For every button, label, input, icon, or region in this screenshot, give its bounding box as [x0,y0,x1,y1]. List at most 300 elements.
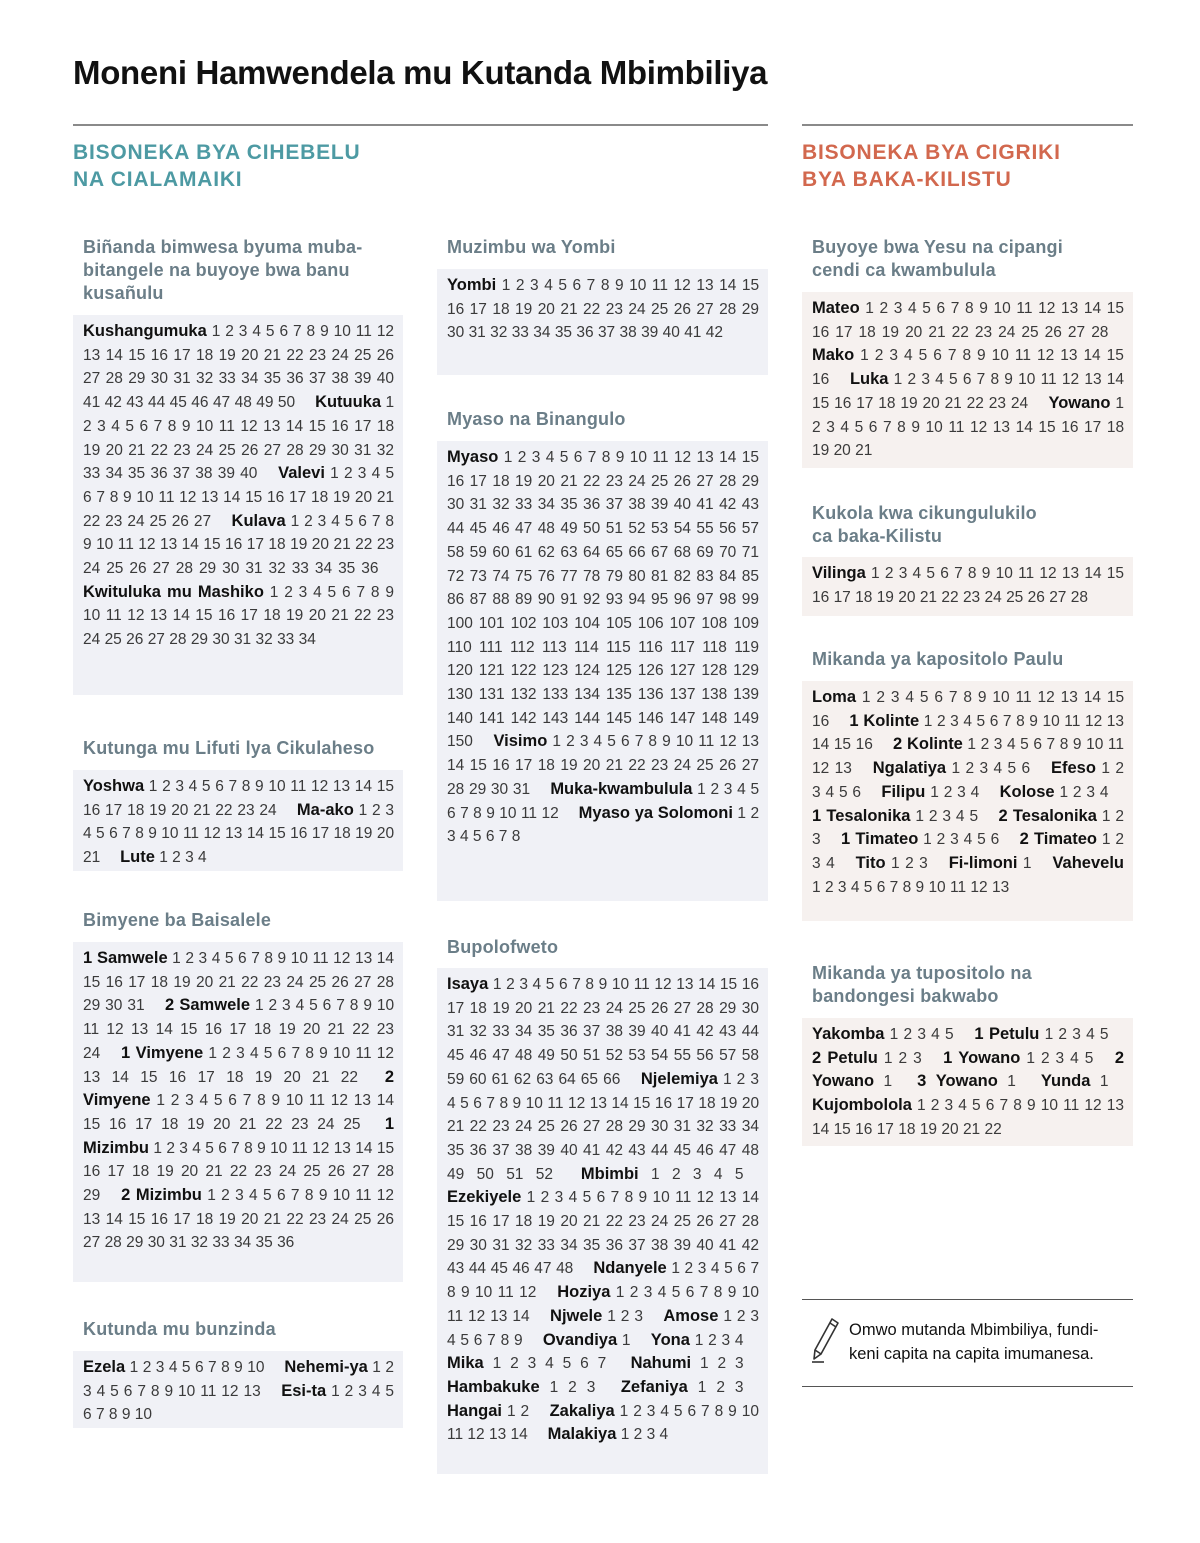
chapter-number[interactable]: 18 [333,825,351,843]
chapter-number[interactable]: 3 [721,1331,731,1349]
chapter-number[interactable]: 40 [662,324,680,342]
chapter-number[interactable]: 6 [277,1044,287,1062]
chapter-number[interactable]: 3 [531,449,541,466]
chapter-number[interactable]: 53 [651,520,669,538]
chapter-number[interactable]: 18 [492,300,510,318]
chapter-number[interactable]: 13 [1060,347,1078,365]
chapter-number[interactable]: 16 [1061,418,1079,436]
chapter-number[interactable]: 17 [469,472,487,490]
chapter-number[interactable]: 43 [447,1260,465,1278]
chapter-number[interactable]: 32 [376,441,394,459]
chapter-number[interactable]: 39 [217,465,235,483]
chapter-number[interactable]: 28 [741,1213,759,1231]
chapter-number[interactable]: 129 [733,662,760,680]
chapter-number[interactable]: 23 [308,1210,327,1228]
chapter-number[interactable]: 24 [286,973,304,991]
chapter-number[interactable]: 88 [492,591,510,609]
chapter-number[interactable]: 40 [560,1141,578,1159]
chapter-number[interactable]: 35 [263,370,281,388]
chapter-number[interactable]: 17 [246,536,264,554]
chapter-number[interactable]: 40 [240,465,258,483]
chapter-number[interactable]: 41 [719,1236,737,1254]
chapter-number[interactable]: 16 [654,1094,673,1112]
chapter-number[interactable]: 15 [833,736,852,754]
chapter-number[interactable]: 12 [221,1382,239,1400]
chapter-number[interactable]: 1 [722,1070,732,1088]
chapter-number[interactable]: 58 [447,543,465,561]
chapter-number[interactable]: 140 [447,709,473,727]
chapter-number[interactable]: 7 [122,825,131,843]
chapter-number[interactable]: 5 [750,780,760,798]
chapter-number[interactable]: 28 [447,780,465,798]
chapter-number[interactable]: 16 [83,801,101,819]
chapter-number[interactable]: 9 [164,1382,174,1400]
chapter-number[interactable]: 5 [327,583,337,601]
chapter-number[interactable]: 11 [497,1284,514,1302]
chapter-number[interactable]: 31 [673,1118,691,1136]
chapter-number[interactable]: 9 [271,1092,281,1110]
chapter-number[interactable]: 30 [147,1234,165,1252]
chapter-number[interactable]: 3 [913,1049,922,1067]
chapter-number[interactable]: 33 [537,1236,555,1254]
chapter-number[interactable]: 146 [637,709,664,727]
chapter-number[interactable]: 2 [1115,831,1124,849]
chapter-number[interactable]: 60 [469,1070,487,1088]
chapter-number[interactable]: 78 [583,567,601,585]
chapter-number[interactable]: 10 [332,1187,351,1205]
chapter-number[interactable]: 10 [741,1284,760,1302]
chapter-number[interactable]: 29 [468,780,487,798]
chapter-number[interactable]: 20 [560,1213,578,1231]
chapter-number[interactable]: 105 [605,614,632,632]
chapter-number[interactable]: 4 [96,1382,106,1400]
book-name[interactable]: Njwele [550,1306,603,1325]
chapter-number[interactable]: 114 [574,638,599,656]
chapter-number[interactable]: 21 [944,394,962,412]
chapter-number[interactable]: 35 [560,496,578,514]
chapter-number[interactable]: 69 [696,543,714,561]
chapter-number[interactable]: 13 [1106,1097,1125,1115]
chapter-number[interactable]: 102 [510,614,537,632]
chapter-number[interactable]: 14 [447,757,465,775]
chapter-number[interactable]: 9 [728,1402,737,1420]
chapter-number[interactable]: 5 [944,1026,954,1043]
chapter-number[interactable]: 26 [327,1163,346,1181]
book-name[interactable]: 1 Kolinte [849,711,920,730]
chapter-number[interactable]: 2 [905,854,914,872]
chapter-number[interactable]: 18 [698,1094,716,1112]
chapter-number[interactable]: 61 [515,543,533,561]
chapter-number[interactable]: 8 [648,733,658,751]
chapter-number[interactable]: 7 [947,347,957,365]
chapter-number[interactable]: 4 [211,950,221,967]
chapter-number[interactable]: 13 [83,1068,101,1086]
chapter-number[interactable]: 2 [716,1378,725,1396]
chapter-number[interactable]: 21 [83,849,101,867]
chapter-number[interactable]: 9 [598,976,608,993]
chapter-number[interactable]: 44 [651,1141,669,1159]
chapter-number[interactable]: 5 [582,1189,592,1207]
chapter-number[interactable]: 2 [566,733,575,751]
chapter-number[interactable]: 11 [948,418,965,436]
chapter-number[interactable]: 32 [696,1118,714,1136]
chapter-number[interactable]: 48 [515,1047,533,1065]
book-name[interactable]: 1 Yowano [943,1048,1021,1067]
chapter-number[interactable]: 48 [234,394,252,412]
chapter-number[interactable]: 13 [676,976,694,993]
chapter-number[interactable]: 6 [279,323,289,340]
chapter-number[interactable]: 124 [574,662,601,680]
chapter-number[interactable]: 9 [638,1189,648,1207]
chapter-number[interactable]: 1 [865,300,874,317]
chapter-number[interactable]: 12 [203,825,221,843]
chapter-number[interactable]: 107 [669,614,696,632]
chapter-number[interactable]: 4 [532,976,542,993]
chapter-number[interactable]: 96 [673,591,691,609]
chapter-number[interactable]: 3 [950,712,959,730]
chapter-number[interactable]: 17 [289,488,307,506]
chapter-number[interactable]: 8 [499,1094,509,1112]
chapter-number[interactable]: 24 [331,346,349,364]
chapter-number[interactable]: 2 [884,565,894,582]
chapter-number[interactable]: 23 [492,1118,510,1136]
chapter-number[interactable]: 14 [1015,418,1033,436]
chapter-number[interactable]: 8 [500,1331,510,1349]
chapter-number[interactable]: 148 [701,709,728,727]
chapter-number[interactable]: 20 [303,1021,321,1039]
book-name[interactable]: Kujombolola [812,1096,912,1115]
chapter-number[interactable]: 27 [83,1234,101,1252]
chapter-number[interactable]: 11 [355,1187,372,1205]
chapter-number[interactable]: 23 [376,536,395,554]
book-name[interactable]: 2 Samwele [165,996,251,1015]
chapter-number[interactable]: 32 [515,1236,533,1254]
chapter-number[interactable]: 20 [537,472,555,490]
chapter-number[interactable]: 6 [933,347,942,365]
chapter-number[interactable]: 26 [1044,323,1062,341]
chapter-number[interactable]: 16 [855,736,873,754]
chapter-number[interactable]: 32 [255,631,273,649]
chapter-number[interactable]: 1 [172,950,181,967]
chapter-number[interactable]: 7 [701,1402,710,1420]
chapter-number[interactable]: 21 [205,1163,223,1181]
chapter-number[interactable]: 89 [515,591,533,609]
chapter-number[interactable]: 38 [628,496,646,514]
chapter-number[interactable]: 7 [948,689,958,706]
chapter-number[interactable]: 27 [583,1118,601,1136]
chapter-number[interactable]: 42 [705,324,723,342]
chapter-number[interactable]: 42 [605,1141,623,1159]
chapter-number[interactable]: 34 [298,631,316,649]
chapter-number[interactable]: 7 [1002,712,1012,730]
chapter-number[interactable]: 9 [1029,712,1038,730]
chapter-number[interactable]: 8 [349,997,359,1015]
chapter-number[interactable]: 5 [460,1331,470,1349]
chapter-number[interactable]: 61 [491,1070,509,1088]
chapter-number[interactable]: 4 [1099,783,1109,801]
chapter-number[interactable]: 1 [549,1378,559,1396]
chapter-number[interactable]: 4 [737,780,746,798]
chapter-number[interactable]: 1 [208,1044,218,1062]
chapter-number[interactable]: 22 [605,1213,623,1231]
chapter-number[interactable]: 134 [574,686,601,704]
chapter-number[interactable]: 5 [559,449,569,466]
chapter-number[interactable]: 6 [687,1402,697,1420]
chapter-number[interactable]: 34 [314,560,333,578]
chapter-number[interactable]: 63 [536,1070,554,1088]
chapter-number[interactable]: 4 [199,1092,209,1110]
chapter-number[interactable]: 11 [1016,300,1033,317]
chapter-number[interactable]: 29 [741,472,759,490]
chapter-number[interactable]: 4 [188,778,198,795]
chapter-number[interactable]: 123 [542,662,569,680]
chapter-number[interactable]: 55 [673,1047,691,1065]
chapter-number[interactable]: 1 [619,1402,629,1420]
chapter-number[interactable]: 25 [1006,588,1024,606]
chapter-number[interactable]: 22 [984,1120,1002,1138]
chapter-number[interactable]: 2 [812,418,821,436]
chapter-number[interactable]: 9 [461,1284,470,1302]
chapter-number[interactable]: 15 [812,394,830,412]
chapter-number[interactable]: 9 [979,300,988,317]
chapter-number[interactable]: 3 [357,465,367,483]
chapter-number[interactable]: 4 [568,1189,578,1207]
chapter-number[interactable]: 28 [104,1234,122,1252]
chapter-number[interactable]: 29 [719,999,737,1017]
chapter-number[interactable]: 19 [876,588,894,606]
chapter-number[interactable]: 49 [447,1165,465,1183]
chapter-number[interactable]: 21 [239,1115,257,1133]
chapter-number[interactable]: 14 [376,950,394,967]
chapter-number[interactable]: 7 [137,1382,146,1400]
chapter-number[interactable]: 20 [308,607,326,625]
chapter-number[interactable]: 12 [138,536,156,554]
chapter-number[interactable]: 26 [651,999,669,1017]
chapter-number[interactable]: 74 [492,567,510,585]
chapter-number[interactable]: 9 [512,1094,522,1112]
chapter-number[interactable]: 3 [812,831,821,849]
chapter-number[interactable]: 7 [486,1094,495,1112]
chapter-number[interactable]: 1 [1026,1049,1035,1067]
chapter-number[interactable]: 10 [1042,712,1060,730]
chapter-number[interactable]: 33 [291,560,309,578]
chapter-number[interactable]: 5 [919,689,929,706]
chapter-number[interactable]: 13 [243,1382,261,1400]
chapter-number[interactable]: 12 [696,1189,714,1207]
chapter-number[interactable]: 14 [105,346,123,364]
chapter-number[interactable]: 1 [153,1139,162,1157]
chapter-number[interactable]: 6 [868,418,878,436]
book-name[interactable]: Mbimbi [580,1164,639,1183]
chapter-number[interactable]: 1 [148,778,158,795]
chapter-number[interactable]: 37 [172,465,191,483]
chapter-number[interactable]: 43 [126,394,144,412]
chapter-number[interactable]: 42 [741,1236,759,1254]
chapter-number[interactable]: 19 [537,1213,555,1231]
chapter-number[interactable]: 7 [976,371,986,389]
chapter-number[interactable]: 91 [560,591,578,609]
chapter-number[interactable]: 2 [568,1378,577,1396]
chapter-number[interactable]: 4 [826,854,835,872]
chapter-number[interactable]: 8 [963,689,973,706]
chapter-number[interactable]: 24 [259,801,277,819]
chapter-number[interactable]: 7 [572,976,581,993]
chapter-number[interactable]: 7 [587,449,597,466]
chapter-number[interactable]: 20 [941,1120,959,1138]
chapter-number[interactable]: 14 [355,1139,373,1157]
chapter-number[interactable]: 18 [537,757,555,775]
chapter-number[interactable]: 21 [560,472,578,490]
chapter-number[interactable]: 18 [127,801,145,819]
chapter-number[interactable]: 13 [741,733,759,751]
chapter-number[interactable]: 9 [148,825,157,843]
chapter-number[interactable]: 44 [741,1023,759,1041]
chapter-number[interactable]: 1 [967,736,977,754]
chapter-number[interactable]: 118 [702,638,727,656]
chapter-number[interactable]: 6 [342,583,351,601]
chapter-number[interactable]: 39 [628,1023,646,1041]
chapter-number[interactable]: 103 [542,614,569,632]
chapter-number[interactable]: 33 [492,1023,510,1041]
chapter-number[interactable]: 8 [902,878,912,896]
chapter-number[interactable]: 17 [311,825,330,843]
chapter-number[interactable]: 10 [1086,736,1104,754]
chapter-number[interactable]: 1 [269,583,279,601]
chapter-number[interactable]: 4 [904,347,913,365]
chapter-number[interactable]: 7 [292,323,302,340]
chapter-number[interactable]: 11 [1015,689,1032,706]
chapter-number[interactable]: 8 [150,1382,160,1400]
chapter-number[interactable]: 9 [513,1331,523,1349]
chapter-number[interactable]: 2 [824,878,834,896]
chapter-number[interactable]: 18 [131,1163,150,1181]
chapter-number[interactable]: 26 [673,300,691,318]
chapter-number[interactable]: 11 [312,950,329,967]
chapter-number[interactable]: 5 [734,1165,744,1183]
chapter-number[interactable]: 45 [469,520,487,538]
chapter-number[interactable]: 10 [741,1402,759,1420]
chapter-number[interactable]: 5 [1020,736,1029,754]
chapter-number[interactable]: 3 [750,1307,760,1325]
chapter-number[interactable]: 58 [741,1047,759,1065]
chapter-number[interactable]: 4 [905,689,915,706]
chapter-number[interactable]: 16 [492,757,510,775]
chapter-number[interactable]: 135 [605,686,632,704]
chapter-number[interactable]: 18 [226,1068,244,1086]
chapter-number[interactable]: 7 [95,1406,105,1424]
chapter-number[interactable]: 12 [673,277,691,294]
chapter-number[interactable]: 16 [812,712,830,730]
chapter-number[interactable]: 22 [469,1118,487,1136]
chapter-number[interactable]: 35 [554,324,573,342]
chapter-number[interactable]: 47 [515,520,533,538]
chapter-number[interactable]: 2 [517,449,527,466]
chapter-number[interactable]: 8 [624,1189,634,1207]
chapter-number[interactable]: 6 [876,878,886,896]
chapter-number[interactable]: 21 [327,1021,345,1039]
chapter-number[interactable]: 2 [385,1359,394,1376]
chapter-number[interactable]: 22 [265,1115,283,1133]
chapter-number[interactable]: 3 [519,976,528,993]
chapter-number[interactable]: 122 [510,662,537,680]
chapter-number[interactable]: 6 [573,449,583,466]
chapter-number[interactable]: 31 [469,496,487,514]
chapter-number[interactable]: 1 [650,1165,660,1183]
chapter-number[interactable]: 2 [170,1092,180,1110]
chapter-number[interactable]: 3 [358,1382,367,1400]
chapter-number[interactable]: 94 [628,591,646,609]
chapter-number[interactable]: 25 [303,1163,321,1181]
chapter-number[interactable]: 2 [1115,760,1124,778]
chapter-number[interactable]: 3 [185,849,194,867]
chapter-number[interactable]: 1 [330,465,339,483]
chapter-number[interactable]: 10 [995,565,1013,582]
chapter-number[interactable]: 34 [741,1118,759,1136]
chapter-number[interactable]: 40 [696,1236,714,1254]
book-name[interactable]: Isaya [447,975,489,993]
chapter-number[interactable]: 12 [970,878,988,896]
chapter-number[interactable]: 1 [254,997,264,1015]
book-name[interactable]: 1 Timateo [841,830,919,849]
chapter-number[interactable]: 4 [544,277,553,294]
chapter-number[interactable]: 10 [196,417,214,435]
book-name[interactable]: 2 Timateo [1019,830,1097,849]
chapter-number[interactable]: 17 [135,1115,153,1133]
chapter-number[interactable]: 15 [1106,347,1124,365]
chapter-number[interactable]: 19 [173,973,191,991]
chapter-number[interactable]: 3 [198,950,208,967]
chapter-number[interactable]: 4 [657,1284,667,1302]
chapter-number[interactable]: 19 [332,488,351,506]
chapter-number[interactable]: 1 [331,1382,340,1400]
chapter-number[interactable]: 4 [993,760,1003,778]
chapter-number[interactable]: 46 [512,1260,530,1278]
chapter-number[interactable]: 7 [153,417,163,435]
chapter-number[interactable]: 7 [96,488,105,506]
chapter-number[interactable]: 34 [105,465,123,483]
chapter-number[interactable]: 3 [750,1070,759,1088]
chapter-number[interactable]: 23 [605,300,623,318]
chapter-number[interactable]: 7 [750,1260,760,1278]
chapter-number[interactable]: 5 [969,807,979,825]
chapter-number[interactable]: 27 [147,631,165,649]
chapter-number[interactable]: 17 [173,1210,191,1228]
chapter-number[interactable]: 1 [893,371,903,389]
chapter-number[interactable]: 1 [697,1378,707,1396]
chapter-number[interactable]: 116 [638,638,663,656]
chapter-number[interactable]: 14 [719,449,737,466]
chapter-number[interactable]: 6 [194,1359,204,1376]
chapter-number[interactable]: 49 [560,520,578,538]
chapter-number[interactable]: 2 [520,1402,530,1420]
chapter-number[interactable]: 21 [919,588,938,606]
chapter-number[interactable]: 15 [719,976,738,993]
chapter-number[interactable]: 16 [469,1213,487,1231]
chapter-number[interactable]: 10 [285,1092,304,1110]
chapter-number[interactable]: 45 [447,1047,465,1065]
chapter-number[interactable]: 12 [468,1307,486,1325]
chapter-number[interactable]: 11 [1040,371,1057,389]
chapter-number[interactable]: 21 [560,300,578,318]
chapter-number[interactable]: 19 [83,441,101,459]
chapter-number[interactable]: 25 [696,757,714,775]
chapter-number[interactable]: 1 [211,323,221,340]
chapter-number[interactable]: 22 [241,973,259,991]
chapter-number[interactable]: 19 [218,1210,236,1228]
chapter-number[interactable]: 20 [105,441,123,459]
chapter-number[interactable]: 28 [175,560,193,578]
chapter-number[interactable]: 80 [628,567,646,585]
